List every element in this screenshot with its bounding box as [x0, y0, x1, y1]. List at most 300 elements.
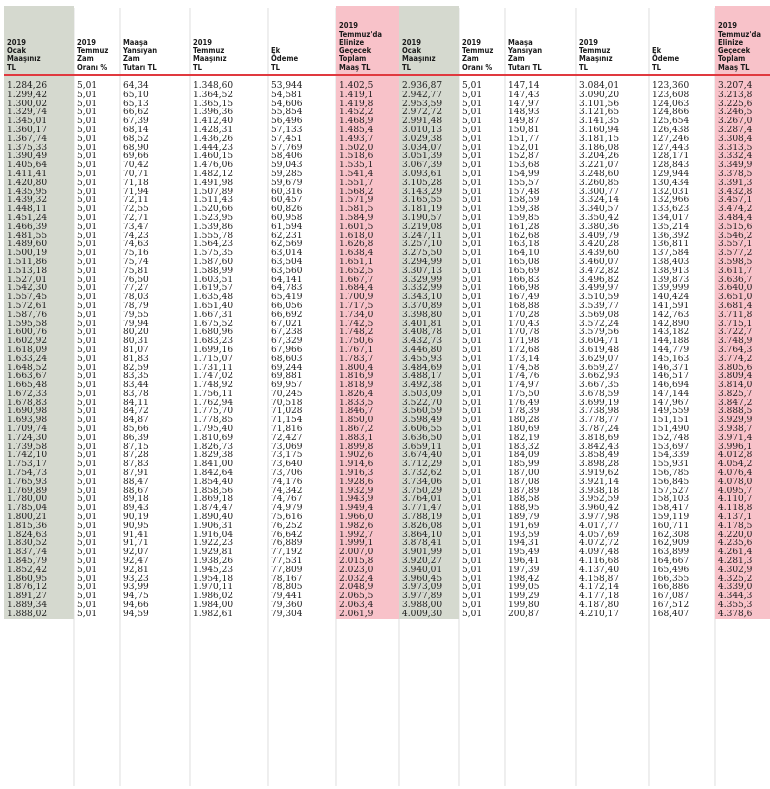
cell-ek-odeme: 142,763 [652, 310, 690, 320]
table-row [4, 566, 770, 575]
cell-temmuz-zam-orani: 5,01 [77, 231, 98, 241]
cell-ocak-maas: 1.876,12 [7, 583, 48, 593]
cell-ocak-maas: 3.219,08 [402, 222, 443, 232]
header-line: Toplam [718, 54, 746, 64]
cell-temmuz-zam-orani: 5,01 [77, 363, 98, 373]
cell-zam-tutari: 198,42 [508, 574, 540, 584]
cell-toplam-maas: 1.652,5 [339, 266, 374, 276]
table-row [4, 267, 770, 276]
cell-zam-tutari: 161,28 [508, 222, 540, 232]
cell-toplam-maas: 3.474,2 [718, 205, 753, 214]
cell-ocak-maas: 1.451,24 [7, 213, 48, 223]
cell-temmuz-zam-orani: 5,01 [462, 433, 483, 443]
cell-toplam-maas: 1.846,7 [339, 407, 374, 417]
table-row [4, 504, 770, 513]
cell-zam-tutari: 88,47 [123, 477, 149, 487]
cell-toplam-maas: 3.267,0 [718, 117, 753, 126]
cell-ocak-maas: 3.488,17 [402, 372, 443, 382]
cell-toplam-maas: 3.996,1 [718, 442, 753, 452]
cell-ocak-maas: 1.587,76 [7, 310, 48, 320]
cell-temmuz-maas: 4.210,17 [579, 609, 620, 619]
cell-toplam-maas: 2.065,5 [339, 592, 374, 602]
cell-zam-tutari: 82,59 [123, 363, 149, 373]
cell-toplam-maas: 3.814,0 [718, 381, 753, 390]
cell-temmuz-maas: 3.787,24 [579, 425, 620, 434]
cell-ocak-maas: 1.299,42 [7, 90, 48, 100]
cell-zam-tutari: 199,29 [508, 592, 540, 602]
cell-temmuz-maas: 1.778,85 [193, 416, 234, 426]
cell-zam-tutari: 83,78 [123, 389, 149, 399]
cell-temmuz-maas: 3.160,94 [579, 125, 620, 135]
cell-temmuz-zam-orani: 5,01 [462, 495, 483, 505]
header-line: Geçecek [718, 46, 751, 56]
cell-temmuz-maas: 1.507,89 [193, 187, 234, 197]
cell-temmuz-maas: 3.101,56 [579, 99, 620, 109]
cell-zam-tutari: 91,71 [123, 539, 149, 549]
cell-zam-tutari: 150,81 [508, 125, 540, 135]
cell-ocak-maas: 3.190,57 [402, 213, 443, 223]
cell-ek-odeme: 60,958 [271, 213, 303, 223]
cell-temmuz-zam-orani: 5,01 [77, 354, 98, 364]
cell-toplam-maas: 1.850,0 [339, 416, 374, 426]
cell-zam-tutari: 191,69 [508, 521, 540, 531]
cell-temmuz-maas: 3.181,15 [579, 134, 620, 144]
cell-zam-tutari: 151,77 [508, 134, 540, 144]
cell-temmuz-zam-orani: 5,01 [77, 574, 98, 584]
cell-toplam-maas: 2.063,4 [339, 601, 374, 610]
cell-ek-odeme: 158,417 [652, 504, 690, 514]
table-row [4, 416, 770, 425]
header-line: Tutarı TL [123, 62, 157, 72]
cell-temmuz-zam-orani: 5,01 [462, 169, 483, 179]
cell-toplam-maas: 3.636,7 [718, 275, 753, 285]
cell-zam-tutari: 188,58 [508, 495, 540, 505]
cell-toplam-maas: 3.546,2 [718, 231, 753, 241]
cell-temmuz-maas: 4.017,77 [579, 521, 620, 531]
cell-zam-tutari: 75,74 [123, 257, 149, 267]
table-row [4, 337, 770, 346]
cell-ek-odeme: 128,171 [652, 152, 690, 162]
cell-temmuz-zam-orani: 5,01 [462, 539, 483, 549]
cell-ocak-maas: 1.466,39 [7, 222, 48, 232]
cell-temmuz-zam-orani: 5,01 [462, 460, 483, 470]
cell-toplam-maas: 4.137,1 [718, 513, 753, 522]
cell-temmuz-zam-orani: 5,01 [462, 609, 483, 619]
cell-zam-tutari: 147,43 [508, 90, 540, 100]
cell-ocak-maas: 3.257,10 [402, 240, 443, 250]
cell-ocak-maas: 3.826,08 [402, 521, 443, 531]
cell-zam-tutari: 87,28 [123, 451, 149, 461]
cell-ek-odeme: 132,966 [652, 196, 690, 206]
cell-temmuz-zam-orani: 5,01 [77, 548, 98, 558]
cell-temmuz-zam-orani: 5,01 [77, 169, 98, 179]
cell-ek-odeme: 54,606 [271, 99, 303, 109]
cell-temmuz-maas: 3.539,77 [579, 301, 620, 311]
cell-temmuz-zam-orani: 5,01 [77, 513, 98, 522]
cell-toplam-maas: 1.667,7 [339, 275, 374, 285]
cell-ocak-maas: 3.732,62 [402, 469, 443, 478]
cell-temmuz-zam-orani: 5,01 [462, 117, 483, 126]
cell-temmuz-zam-orani: 5,01 [462, 310, 483, 320]
cell-toplam-maas: 3.681,4 [718, 301, 753, 311]
cell-zam-tutari: 173,14 [508, 354, 540, 364]
cell-zam-tutari: 92,81 [123, 565, 149, 575]
cell-ocak-maas: 1.860,95 [7, 574, 48, 584]
cell-ek-odeme: 79,441 [271, 592, 303, 602]
cell-zam-tutari: 69,66 [123, 152, 149, 162]
cell-toplam-maas: 1.452,2 [339, 108, 374, 118]
header-line: Temmuz'da [339, 29, 382, 39]
cell-ocak-maas: 3.275,50 [402, 249, 443, 258]
cell-temmuz-zam-orani: 5,01 [462, 293, 483, 302]
cell-ocak-maas: 1.439,32 [7, 196, 48, 206]
cell-toplam-maas: 1.816,9 [339, 372, 374, 382]
cell-temmuz-maas: 1.775,70 [193, 407, 234, 417]
header-line: Geçecek [339, 46, 372, 56]
cell-temmuz-zam-orani: 5,01 [462, 363, 483, 373]
cell-toplam-maas: 1.902,6 [339, 451, 374, 461]
cell-temmuz-maas: 3.248,60 [579, 169, 620, 179]
cell-ek-odeme: 166,355 [652, 574, 690, 584]
cell-ocak-maas: 1.595,58 [7, 319, 48, 329]
cell-ek-odeme: 133,623 [652, 205, 690, 214]
cell-ek-odeme: 162,909 [652, 539, 690, 549]
header-ek-odeme-right [649, 6, 715, 75]
cell-toplam-maas: 1.833,5 [339, 398, 374, 408]
cell-toplam-maas: 1.767,1 [339, 345, 374, 355]
header-line: 2019 [77, 37, 97, 47]
header-line: Ek [652, 46, 662, 56]
cell-temmuz-maas: 1.854,40 [193, 477, 234, 487]
cell-temmuz-zam-orani: 5,01 [462, 592, 483, 602]
cell-temmuz-zam-orani: 5,01 [462, 275, 483, 285]
cell-ek-odeme: 60,457 [271, 196, 303, 206]
cell-temmuz-zam-orani: 5,01 [462, 90, 483, 100]
header-line: 2019 [718, 21, 738, 31]
header-line: Ocak [7, 46, 27, 56]
cell-zam-tutari: 64,34 [123, 81, 149, 91]
cell-temmuz-maas: 1.984,00 [193, 601, 234, 610]
cell-ek-odeme: 54,581 [271, 90, 303, 100]
cell-ek-odeme: 134,017 [652, 213, 690, 223]
cell-ocak-maas: 1.375,33 [7, 143, 48, 153]
cell-temmuz-zam-orani: 5,01 [77, 90, 98, 100]
header-line: TL [193, 62, 203, 72]
cell-toplam-maas: 4.325,2 [718, 574, 753, 584]
cell-temmuz-zam-orani: 5,01 [77, 583, 98, 593]
cell-temmuz-maas: 1.982,61 [193, 609, 234, 619]
cell-temmuz-zam-orani: 5,01 [77, 152, 98, 162]
cell-temmuz-zam-orani: 5,01 [77, 486, 98, 496]
cell-temmuz-maas: 1.945,23 [193, 565, 234, 575]
cell-ocak-maas: 3.093,61 [402, 169, 443, 179]
table-row [4, 381, 770, 390]
cell-temmuz-maas: 3.678,59 [579, 389, 620, 399]
cell-ocak-maas: 1.648,52 [7, 363, 48, 373]
cell-temmuz-maas: 1.635,48 [193, 293, 234, 302]
cell-zam-tutari: 174,97 [508, 381, 540, 390]
cell-toplam-maas: 1.601,5 [339, 222, 374, 232]
cell-ek-odeme: 128,843 [652, 161, 690, 170]
cell-temmuz-zam-orani: 5,01 [77, 257, 98, 267]
cell-zam-tutari: 195,49 [508, 548, 540, 558]
cell-temmuz-maas: 3.858,49 [579, 451, 620, 461]
cell-zam-tutari: 187,89 [508, 486, 540, 496]
cell-temmuz-zam-orani: 5,01 [77, 601, 98, 610]
cell-temmuz-zam-orani: 5,01 [462, 249, 483, 258]
cell-temmuz-maas: 3.300,77 [579, 187, 620, 197]
cell-zam-tutari: 78,79 [123, 301, 149, 311]
cell-temmuz-zam-orani: 5,01 [462, 372, 483, 382]
cell-ek-odeme: 137,584 [652, 249, 690, 258]
cell-zam-tutari: 152,01 [508, 143, 540, 153]
cell-temmuz-zam-orani: 5,01 [77, 416, 98, 426]
cell-temmuz-maas: 1.699,16 [193, 345, 234, 355]
table-row [4, 469, 770, 478]
cell-temmuz-maas: 1.715,07 [193, 354, 234, 364]
cell-toplam-maas: 3.484,4 [718, 213, 753, 223]
cell-temmuz-zam-orani: 5,01 [77, 328, 98, 338]
cell-temmuz-zam-orani: 5,01 [77, 451, 98, 461]
cell-ocak-maas: 1.345,01 [7, 117, 48, 126]
cell-temmuz-maas: 1.874,47 [193, 504, 234, 514]
cell-zam-tutari: 183,32 [508, 442, 540, 452]
cell-toplam-maas: 1.932,9 [339, 486, 374, 496]
table-row [4, 232, 770, 241]
cell-toplam-maas: 3.938,7 [718, 425, 753, 434]
cell-temmuz-zam-orani: 5,01 [77, 345, 98, 355]
cell-ek-odeme: 69,244 [271, 363, 303, 373]
cell-temmuz-zam-orani: 5,01 [462, 152, 483, 162]
cell-ocak-maas: 2.936,87 [402, 81, 443, 91]
table-row [4, 592, 770, 601]
cell-toplam-maas: 3.225,6 [718, 99, 753, 109]
cell-ocak-maas: 3.165,55 [402, 196, 443, 206]
cell-ocak-maas: 1.618,09 [7, 345, 48, 355]
cell-temmuz-maas: 1.491,98 [193, 178, 234, 188]
cell-ek-odeme: 152,748 [652, 433, 690, 443]
cell-temmuz-zam-orani: 5,01 [462, 301, 483, 311]
cell-ocak-maas: 1.785,04 [7, 504, 48, 514]
cell-temmuz-maas: 3.659,27 [579, 363, 620, 373]
cell-temmuz-zam-orani: 5,01 [77, 284, 98, 294]
cell-zam-tutari: 71,18 [123, 178, 149, 188]
cell-toplam-maas: 3.774,2 [718, 354, 753, 364]
header-line: TL [402, 62, 412, 72]
cell-temmuz-zam-orani: 5,01 [77, 81, 98, 91]
cell-temmuz-zam-orani: 5,01 [77, 293, 98, 302]
cell-toplam-maas: 1.626,8 [339, 240, 374, 250]
cell-toplam-maas: 1.914,6 [339, 460, 374, 470]
cell-toplam-maas: 1.551,7 [339, 178, 374, 188]
cell-ocak-maas: 3.636,50 [402, 433, 443, 443]
cell-temmuz-maas: 1.482,12 [193, 169, 234, 179]
cell-ek-odeme: 57,769 [271, 143, 303, 153]
cell-toplam-maas: 4.302,9 [718, 565, 753, 575]
cell-ocak-maas: 2.972,72 [402, 108, 443, 118]
cell-temmuz-maas: 4.187,80 [579, 601, 620, 610]
cell-toplam-maas: 3.577,2 [718, 249, 753, 258]
cell-temmuz-maas: 3.496,82 [579, 275, 620, 285]
cell-ek-odeme: 127,246 [652, 134, 690, 144]
cell-temmuz-maas: 1.756,11 [193, 389, 234, 399]
cell-ocak-maas: 1.815,36 [7, 521, 48, 531]
cell-zam-tutari: 182,19 [508, 433, 540, 443]
header-line: Tutarı TL [508, 62, 542, 72]
cell-toplam-maas: 1.638,4 [339, 249, 374, 258]
cell-zam-tutari: 187,08 [508, 477, 540, 487]
cell-temmuz-zam-orani: 5,01 [462, 354, 483, 364]
cell-ek-odeme: 144,779 [652, 345, 690, 355]
table-row [4, 161, 770, 170]
cell-ocak-maas: 1.411,41 [7, 169, 48, 179]
cell-ek-odeme: 59,043 [271, 161, 303, 170]
cell-toplam-maas: 4.281,3 [718, 557, 753, 566]
cell-zam-tutari: 85,66 [123, 425, 149, 434]
cell-temmuz-maas: 1.922,23 [193, 539, 234, 549]
cell-ocak-maas: 3.029,38 [402, 134, 443, 144]
cell-ek-odeme: 71,028 [271, 407, 303, 417]
cell-temmuz-zam-orani: 5,01 [77, 275, 98, 285]
header-line: Temmuz [579, 46, 611, 56]
cell-temmuz-zam-orani: 5,01 [462, 530, 483, 540]
cell-ek-odeme: 67,966 [271, 345, 303, 355]
cell-ek-odeme: 166,886 [652, 583, 690, 593]
cell-ocak-maas: 1.435,95 [7, 187, 48, 197]
cell-temmuz-maas: 1.587,60 [193, 257, 234, 267]
cell-temmuz-maas: 1.539,86 [193, 222, 234, 232]
header-line: Maaşınız [7, 54, 41, 64]
cell-temmuz-zam-orani: 5,01 [462, 504, 483, 514]
cell-temmuz-maas: 3.662,93 [579, 372, 620, 382]
cell-toplam-maas: 1.584,9 [339, 213, 374, 223]
cell-zam-tutari: 72,55 [123, 205, 149, 214]
cell-toplam-maas: 1.485,4 [339, 125, 374, 135]
cell-temmuz-zam-orani: 5,01 [77, 442, 98, 452]
cell-ocak-maas: 1.709,74 [7, 425, 48, 434]
cell-ocak-maas: 3.332,99 [402, 284, 443, 294]
cell-ocak-maas: 1.557,45 [7, 293, 48, 302]
cell-ocak-maas: 1.527,01 [7, 275, 48, 285]
cell-ocak-maas: 3.307,13 [402, 266, 443, 276]
cell-ocak-maas: 3.973,09 [402, 583, 443, 593]
cell-ocak-maas: 3.398,80 [402, 310, 443, 320]
cell-ocak-maas: 1.405,64 [7, 161, 48, 170]
cell-ek-odeme: 142,890 [652, 319, 690, 329]
cell-temmuz-zam-orani: 5,01 [77, 319, 98, 329]
table-row [4, 276, 770, 285]
cell-toplam-maas: 2.048,9 [339, 583, 374, 593]
cell-ek-odeme: 72,427 [271, 433, 303, 443]
cell-ocak-maas: 3.864,10 [402, 530, 443, 540]
header-line: TL [271, 62, 281, 72]
cell-temmuz-maas: 1.731,11 [193, 363, 234, 373]
cell-temmuz-zam-orani: 5,01 [462, 161, 483, 170]
table-row [4, 495, 770, 504]
cell-ocak-maas: 3.343,10 [402, 293, 443, 302]
cell-temmuz-zam-orani: 5,01 [77, 125, 98, 135]
cell-temmuz-maas: 3.842,43 [579, 442, 620, 452]
cell-toplam-maas: 4.095,7 [718, 486, 753, 496]
cell-toplam-maas: 4.178,5 [718, 521, 753, 531]
cell-temmuz-zam-orani: 5,01 [77, 205, 98, 214]
cell-zam-tutari: 65,10 [123, 90, 149, 100]
header-line: TL [652, 62, 662, 72]
cell-temmuz-maas: 1.603,51 [193, 275, 234, 285]
cell-temmuz-zam-orani: 5,01 [77, 381, 98, 390]
cell-temmuz-zam-orani: 5,01 [462, 231, 483, 241]
table-row [4, 179, 770, 188]
cell-ocak-maas: 3.988,00 [402, 601, 443, 610]
cell-zam-tutari: 149,87 [508, 117, 540, 126]
cell-zam-tutari: 94,59 [123, 609, 149, 619]
cell-temmuz-zam-orani: 5,01 [77, 495, 98, 505]
table-row [4, 601, 770, 610]
cell-temmuz-maas: 3.960,42 [579, 504, 620, 514]
cell-ek-odeme: 146,694 [652, 381, 690, 390]
table-row [4, 135, 770, 144]
cell-zam-tutari: 165,08 [508, 257, 540, 267]
cell-toplam-maas: 1.867,2 [339, 425, 374, 434]
header-line: 2019 [7, 37, 27, 47]
cell-toplam-maas: 2.007,0 [339, 548, 374, 558]
cell-zam-tutari: 81,83 [123, 354, 149, 364]
cell-temmuz-zam-orani: 5,01 [462, 381, 483, 390]
cell-zam-tutari: 93,99 [123, 583, 149, 593]
cell-temmuz-zam-orani: 5,01 [462, 178, 483, 188]
cell-ocak-maas: 1.665,48 [7, 381, 48, 390]
cell-ocak-maas: 1.769,89 [7, 486, 48, 496]
cell-temmuz-maas: 3.619,48 [579, 345, 620, 355]
cell-ek-odeme: 55,854 [271, 108, 303, 118]
cell-ek-odeme: 63,014 [271, 249, 303, 258]
cell-temmuz-zam-orani: 5,01 [77, 521, 98, 531]
cell-ek-odeme: 143,182 [652, 328, 690, 338]
cell-ek-odeme: 64,141 [271, 275, 303, 285]
cell-temmuz-maas: 3.510,59 [579, 293, 620, 302]
cell-ocak-maas: 3.598,49 [402, 416, 443, 426]
table-row [4, 487, 770, 496]
header-line: 2019 [462, 37, 482, 47]
header-line: Ödeme [652, 54, 680, 64]
cell-temmuz-zam-orani: 5,01 [462, 574, 483, 584]
cell-temmuz-zam-orani: 5,01 [462, 337, 483, 346]
table-row [4, 390, 770, 399]
cell-ocak-maas: 1.800,21 [7, 513, 48, 522]
cell-temmuz-zam-orani: 5,01 [77, 389, 98, 399]
cell-ek-odeme: 167,087 [652, 592, 690, 602]
cell-ek-odeme: 58,406 [271, 152, 303, 162]
header-zam-tutari-right [505, 6, 576, 75]
cell-ek-odeme: 62,569 [271, 240, 303, 250]
cell-ocak-maas: 1.390,49 [7, 152, 48, 162]
cell-ek-odeme: 74,176 [271, 477, 303, 487]
cell-toplam-maas: 1.943,9 [339, 495, 374, 505]
cell-ek-odeme: 156,845 [652, 477, 690, 487]
cell-ocak-maas: 1.845,79 [7, 557, 48, 566]
header-line: Maaş TL [339, 62, 371, 72]
table-row [4, 108, 770, 117]
cell-ocak-maas: 1.481,55 [7, 231, 48, 241]
cell-ocak-maas: 1.602,92 [7, 337, 48, 346]
cell-zam-tutari: 68,52 [123, 134, 149, 144]
header-line: 2019 [339, 21, 359, 31]
header-line: Maaşınız [402, 54, 436, 64]
table-row [4, 223, 770, 232]
cell-temmuz-zam-orani: 5,01 [77, 425, 98, 434]
cell-ocak-maas: 3.771,47 [402, 504, 443, 514]
cell-ocak-maas: 3.920,27 [402, 557, 443, 566]
